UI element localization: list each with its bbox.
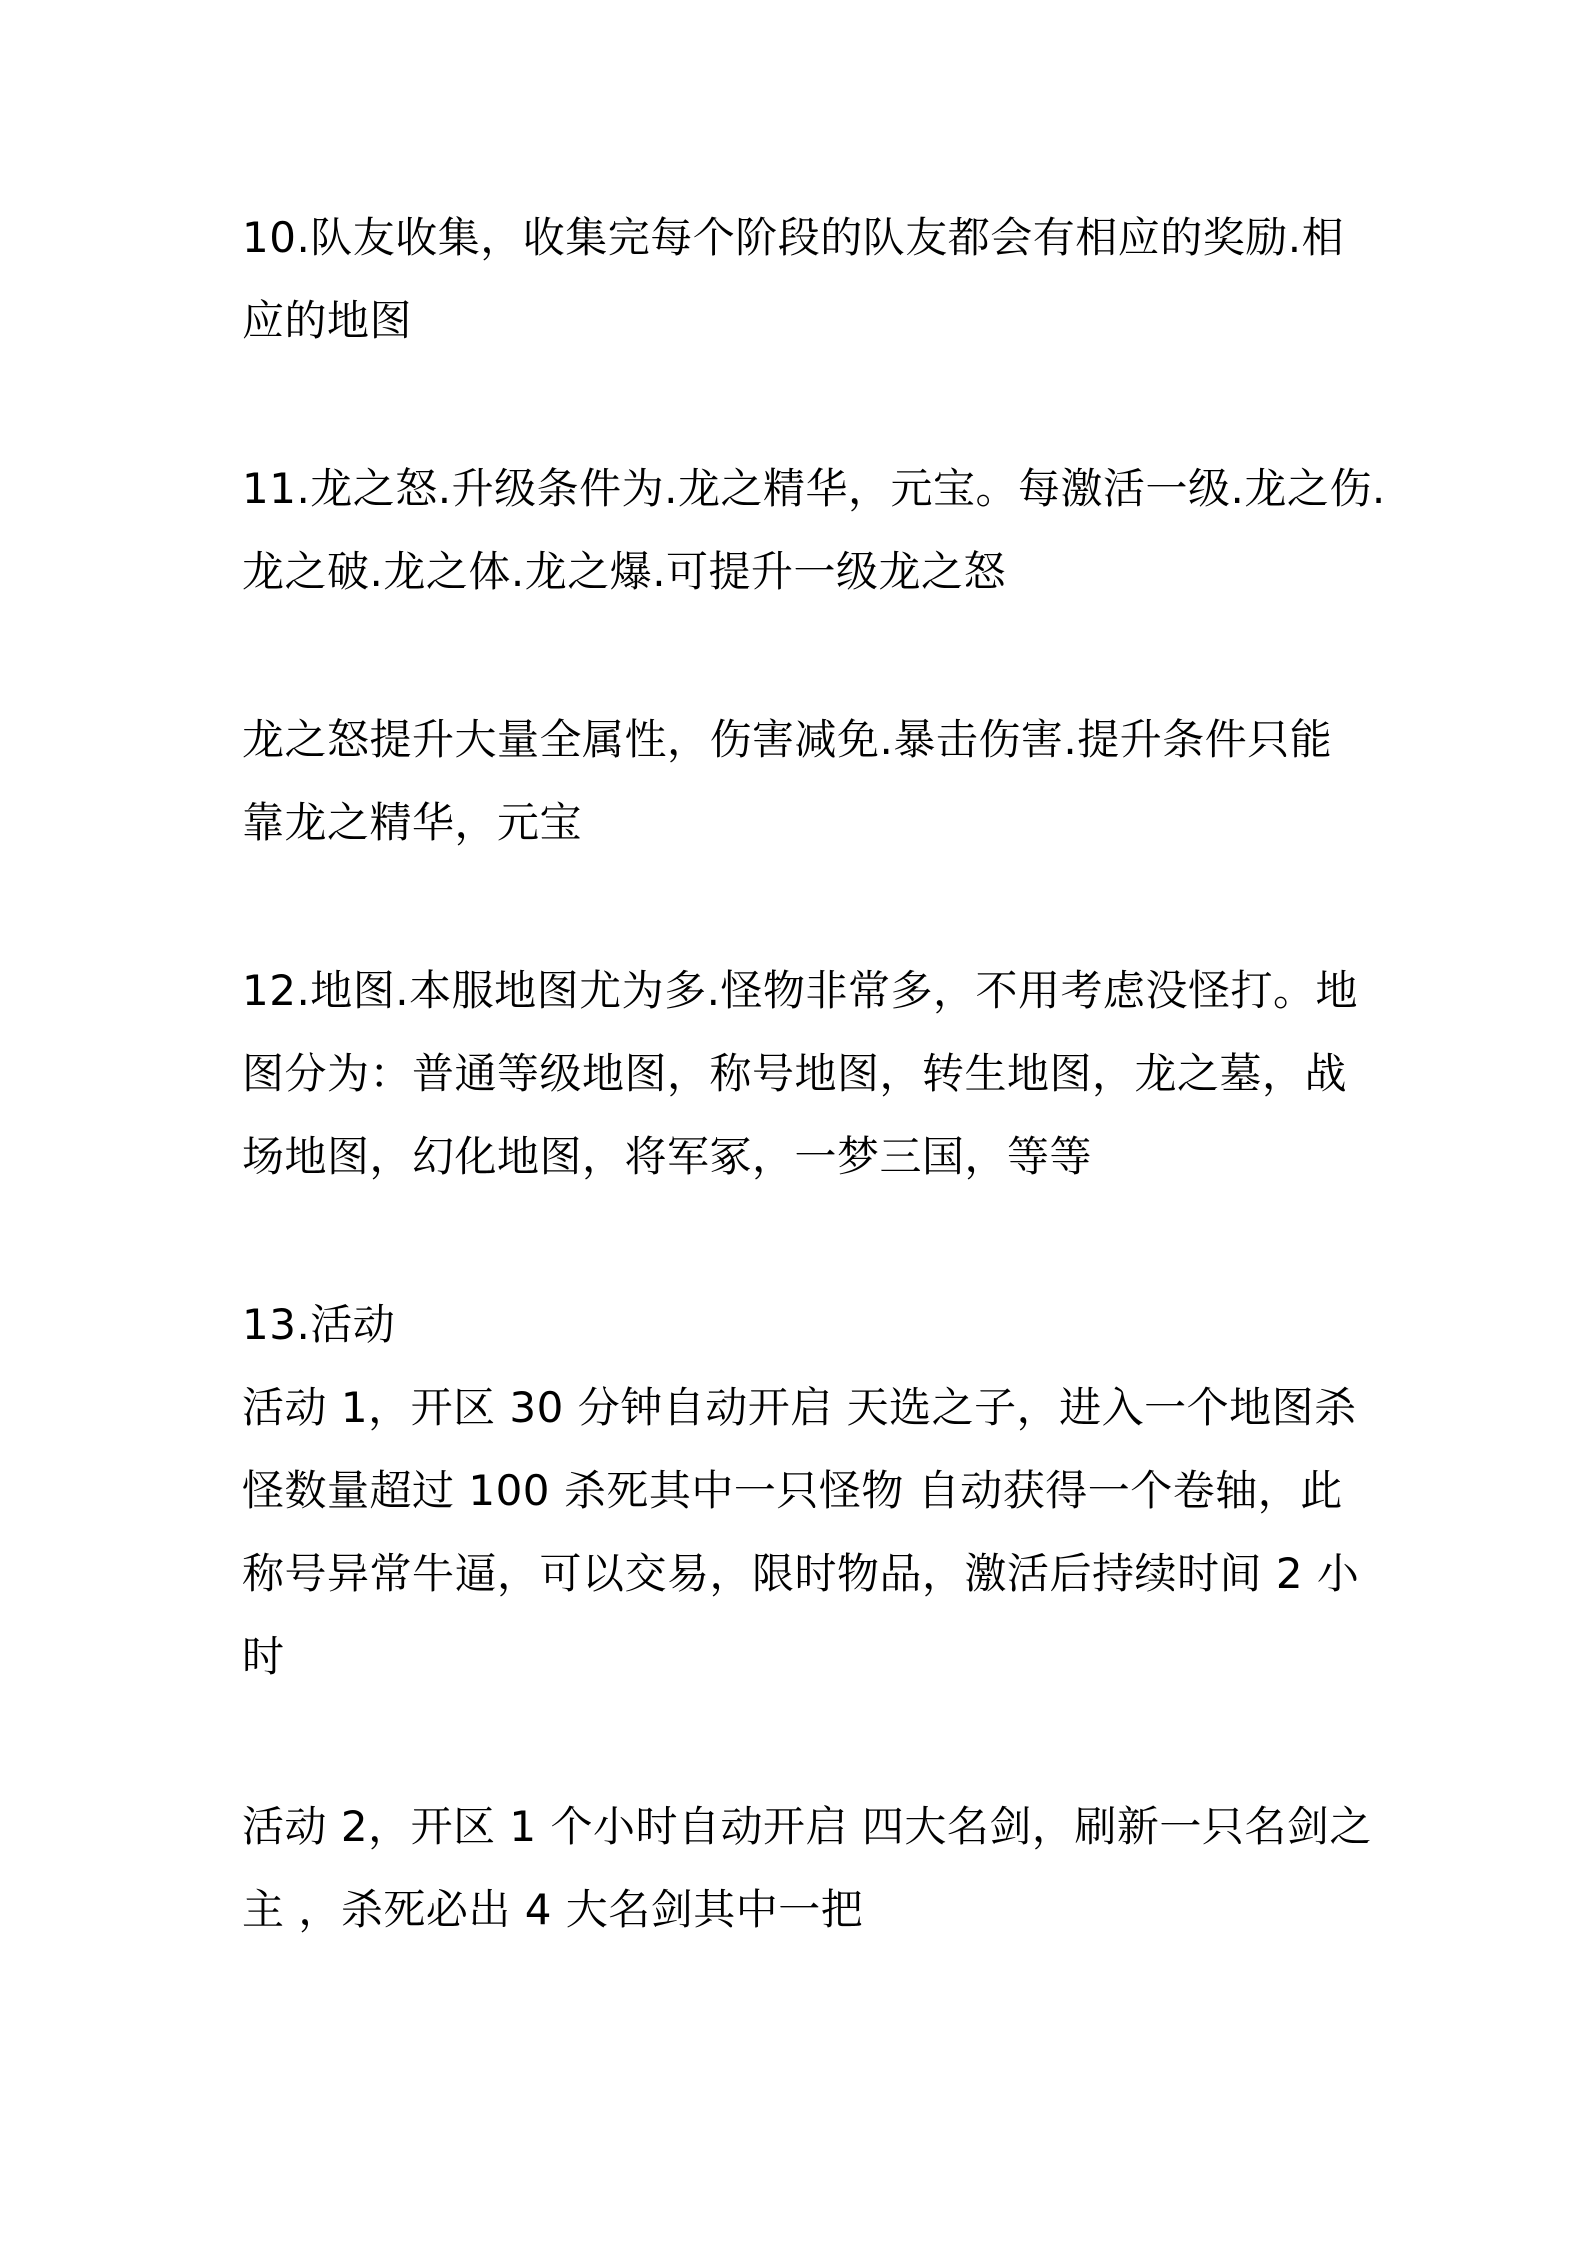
paragraph-11-continued: [242, 698, 1362, 864]
text-line: 时: [242, 1632, 285, 1681]
text-line: 11.龙之怒.升级条件为.龙之精华，元宝。每激活一级.龙之伤.: [242, 464, 1386, 513]
paragraph-13: [242, 1283, 1362, 1698]
text-line: 怪数量超过 100 杀死其中一只怪物 自动获得一个卷轴，此: [242, 1466, 1343, 1515]
text-line: 图分为：普通等级地图，称号地图，转生地图，龙之墓，战: [242, 1049, 1348, 1098]
paragraph-12: [242, 949, 1362, 1198]
paragraph-10: [242, 196, 1362, 362]
text-line: 12.地图.本服地图尤为多.怪物非常多，不用考虑没怪打。地: [242, 966, 1358, 1015]
text-line: 主 ，杀死必出 4 大名剑其中一把: [242, 1885, 864, 1934]
text-line: 应的地图: [242, 296, 413, 345]
text-line: 龙之破.龙之体.龙之爆.可提升一级龙之怒: [242, 547, 1007, 596]
text-line: 场地图，幻化地图，将军冢，一梦三国，等等: [242, 1132, 1093, 1181]
paragraph-13-activity-2: [242, 1785, 1372, 1951]
text-line: 活动 2，开区 1 个小时自动开启 四大名剑，刷新一只名剑之: [242, 1802, 1372, 1851]
text-line: 龙之怒提升大量全属性，伤害减免.暴击伤害.提升条件只能: [242, 715, 1333, 764]
paragraph-11: [242, 447, 1386, 613]
text-line: 10.队友收集，收集完每个阶段的队友都会有相应的奖励.相: [242, 213, 1345, 262]
text-line: 靠龙之精华，元宝: [242, 798, 583, 847]
text-line: 13.活动: [242, 1300, 396, 1349]
text-line: 活动 1，开区 30 分钟自动开启 天选之子，进入一个地图杀: [242, 1383, 1357, 1432]
text-line: 称号异常牛逼，可以交易，限时物品，激活后持续时间 2 小: [242, 1549, 1360, 1598]
